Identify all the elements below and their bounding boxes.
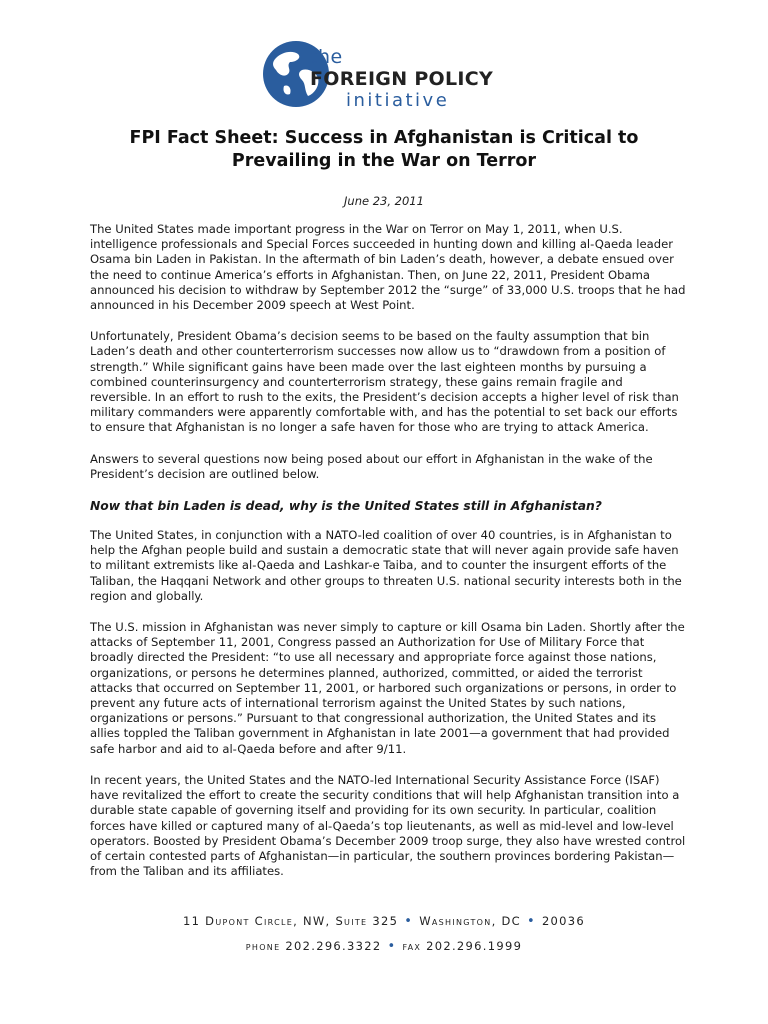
bullet-separator: •	[526, 914, 536, 929]
paragraph: The United States made important progress in the War on Terror on May 1, 2011, when U.S. intelligence professionals and Special Forces succeeded in hunting down and killing al-Qaeda leader Osama bin Laden in Pakistan. In the aftermath of bin Laden’s death, however, a debate ensued over the need to continue America’s efforts in Afghanistan. Then, on June 22, 2011, President Obama announced his decision to withdraw by September 2012 the “surge” of 33,000 U.S. troops that he had announced in his December 2009 speech at West Point.	[90, 222, 686, 313]
paragraph: The U.S. mission in Afghanistan was never simply to capture or kill Osama bin Laden. Shortly after the attacks of September 11, 2001, Congress passed an Authorization for Use of Military Force that broadly directed the President: “to use all necessary and appropriate force against those nations, organizations, or persons he determines planned, authorized, committed, or aided the terrorist attacks that occurred on September 11, 2001, or harbored such organizations or persons, in order to prevent any future acts of international terrorism against the United States by such nations, organizations or persons.” Pursuant to that congressional authorization, the United States and its allies toppled the Taliban government in Afghanistan in late 2001—a government that had provided safe harbor and aid to al-Qaeda before and after 9/11.	[90, 620, 685, 756]
footer-contact-line	[0, 934, 768, 959]
section-heading: Now that bin Laden is dead, why is the United States still in Afghanistan?	[90, 499, 602, 514]
document-footer	[0, 909, 768, 959]
footer-address: 11 Dupont Circle, NW, Suite 325	[182, 914, 399, 928]
footer-zip: 20036	[541, 914, 586, 928]
footer-phone: phone 202.296.3322	[245, 939, 382, 953]
bullet-separator: •	[387, 939, 397, 954]
document-body	[90, 222, 686, 895]
paragraph: In recent years, the United States and the NATO-led International Security Assistance Force (ISAF) have revitalized the effort to create the security conditions that will help Afghanistan transition into a durable state capable of governing itself and providing for its own security. In particular, coalition forces have killed or captured many of al-Qaeda’s top lieutenants, as well as mid-level and low-level operators. Boosted by President Obama’s December 2009 troop surge, they also have wrested control of certain contested parts of Afghanistan—in particular, the southern provinces bordering Pakistan—from the Taliban and its affiliates.	[90, 772, 686, 879]
paragraph: Answers to several questions now being posed about our effort in Afghanistan in the wake of the President’s decision are outlined below.	[90, 451, 653, 481]
paragraph: The United States, in conjunction with a NATO-led coalition of over 40 countries, is in Afghanistan to help the Afghan people build and sustain a democratic state that will never again provide safe haven to militant extremists like al-Qaeda and Lashkar-e Taiba, and to counter the insurgent efforts of the Taliban, the Haqqani Network and other groups to threaten U.S. national security interests both in the region and globally.	[90, 528, 682, 603]
title-line-2: Prevailing in the War on Terror	[231, 151, 537, 171]
bullet-separator: •	[404, 914, 414, 929]
footer-address-line	[0, 909, 768, 934]
fpi-logo	[262, 40, 522, 116]
footer-fax: fax 202.296.1999	[402, 939, 523, 953]
title-line-1: FPI Fact Sheet: Success in Afghanistan is Critical to	[129, 128, 639, 148]
document-date: June 23, 2011	[344, 194, 424, 208]
paragraph: Unfortunately, President Obama’s decision seems to be based on the faulty assumption that bin Laden’s death and other counterterrorism successes now allow us to “drawdown from a position of strength.” While significant gains have been made over the last eighteen months by pursuing a combined counterinsurgency and counterterrorism strategy, these gains remain fragile and reversible. In an effort to rush to the exits, the President’s decision accepts a higher level of risk than military commanders were apparently comfortable with, and has the potential to set back our efforts to ensure that Afghanistan is no longer a safe haven for those who are trying to attack America.	[90, 329, 679, 435]
logo-name-text: FOREIGN POLICY	[310, 68, 494, 90]
logo-the-text: the	[310, 46, 343, 68]
logo-initiative-text: initiative	[346, 90, 450, 111]
document-title	[80, 127, 688, 173]
footer-city: Washington, DC	[419, 914, 521, 928]
